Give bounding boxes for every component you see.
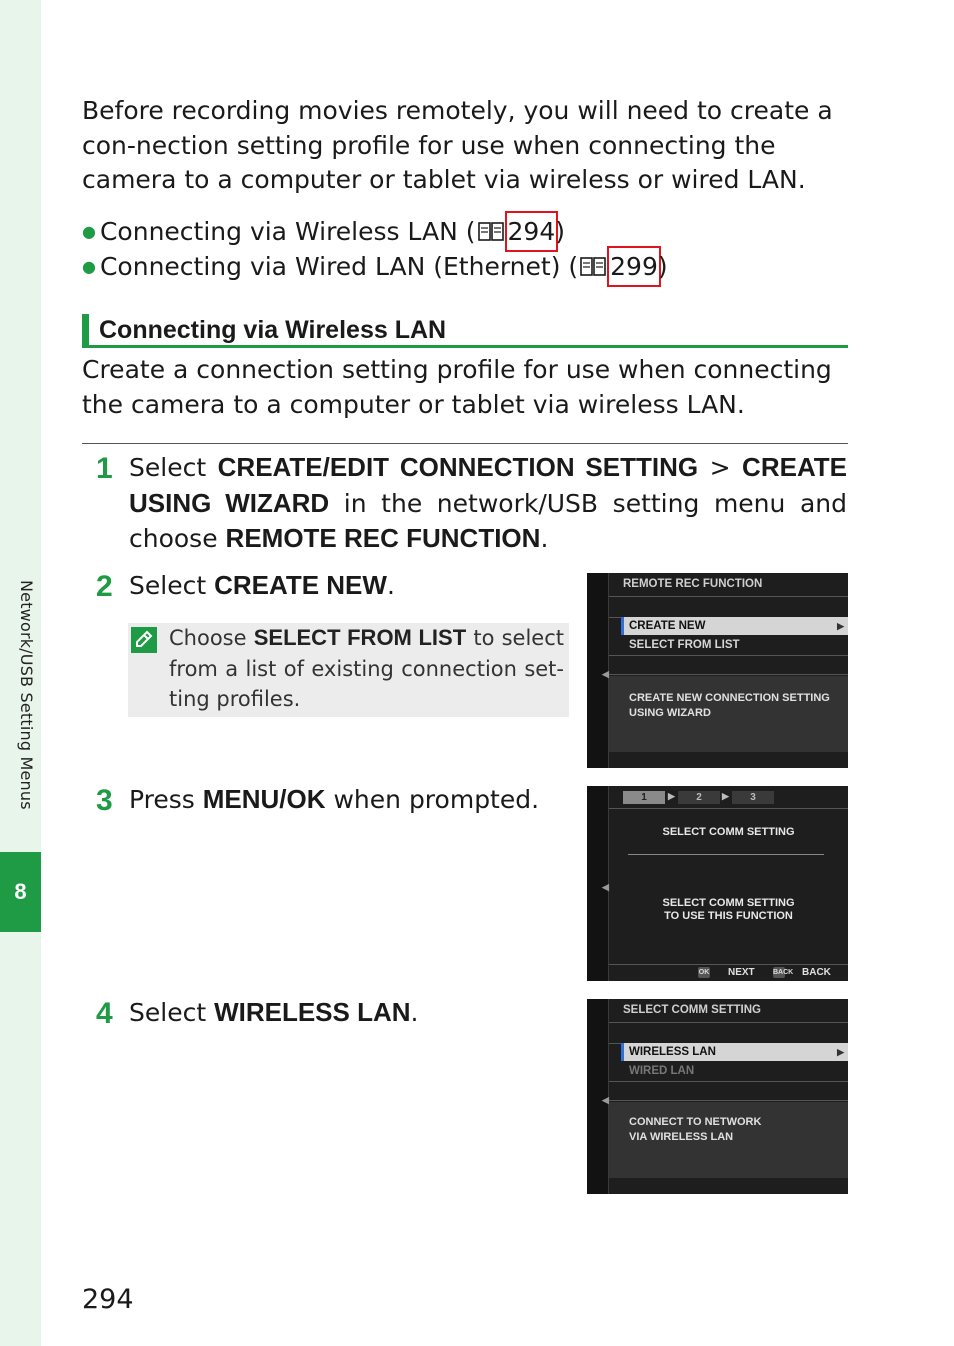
menu-item-wireless-lan[interactable]: WIRELESS LAN ▶ [621, 1043, 848, 1061]
note-box [128, 623, 569, 717]
chevron-right-icon: ▶ [668, 791, 675, 801]
menu-item-wired-lan[interactable]: WIRED LAN [629, 1065, 695, 1077]
page-link-299[interactable]: 299 [610, 249, 658, 284]
next-label[interactable]: NEXT [728, 967, 755, 978]
chevron-right-icon: ▶ [722, 791, 729, 801]
book-icon [478, 222, 504, 242]
note-icon [130, 626, 158, 654]
description-text: CONNECT TO NETWORK VIA WIRELESS LAN [629, 1116, 762, 1143]
menu-item-select-from-list[interactable]: SELECT FROM LIST [629, 639, 740, 651]
chevron-left-icon: ◀ [602, 1095, 609, 1105]
chevron-right-icon: ▶ [837, 1047, 844, 1057]
wizard-step-2: 2 [678, 791, 720, 804]
book-icon [580, 257, 606, 277]
section-label: Network/USB Setting Menus [17, 580, 36, 810]
sidebar [0, 0, 41, 1346]
chevron-right-icon: ▶ [837, 621, 844, 631]
step-number-1: 1 [96, 452, 113, 485]
description-text: CREATE NEW CONNECTION SETTING USING WIZARD [629, 692, 830, 719]
step-number-3: 3 [96, 784, 113, 817]
step-1-text: Select CREATE/EDIT CONNECTION SETTING > CREATE USING WIZARD in the network/USB setting menu and choose REMOTE REC FUNCTION. [129, 452, 848, 553]
camera-screen-wizard [587, 786, 848, 981]
description-box [609, 1102, 848, 1178]
step-number-2: 2 [96, 570, 113, 603]
wizard-heading: SELECT COMM SETTING [662, 826, 795, 838]
intro-paragraph: Before recording movies remotely, you will need to create a con-nection setting profile for use when connecting the camera to a computer or tablet via wireless or wired LAN. [82, 96, 833, 194]
page-number: 294 [82, 1284, 134, 1315]
back-label[interactable]: BACK [802, 967, 831, 978]
step-3-text: Press MENU/OK when prompted. [129, 784, 540, 814]
back-button-icon: BACK [773, 969, 794, 976]
step-4-text: Select WIRELESS LAN. [129, 997, 419, 1027]
ok-button-icon: OK [698, 969, 710, 976]
screen-title: SELECT COMM SETTING [623, 1004, 761, 1016]
wizard-step-1: 1 [623, 791, 665, 804]
wizard-message: SELECT COMM SETTING TO USE THIS FUNCTION [662, 897, 795, 922]
menu-item-create-new[interactable]: CREATE NEW ▶ [621, 617, 848, 635]
link-list [82, 214, 850, 284]
page-link-294[interactable]: 294 [508, 214, 556, 249]
bullet-icon: ● [82, 222, 96, 241]
description-box [609, 676, 848, 752]
divider [82, 443, 848, 444]
section-heading: Connecting via Wireless LAN [82, 314, 848, 348]
bullet-icon: ● [82, 257, 96, 276]
list-item: ● Connecting via Wired LAN (Ethernet) ( 299) [82, 249, 850, 284]
list-item: ● Connecting via Wireless LAN ( 294) [82, 214, 850, 249]
divider [628, 854, 824, 855]
chevron-left-icon: ◀ [602, 669, 609, 679]
chapter-tab[interactable]: 8 [0, 852, 41, 932]
screen-title: REMOTE REC FUNCTION [623, 578, 763, 590]
camera-screen-select-comm-setting [587, 999, 848, 1194]
wizard-step-3: 3 [732, 791, 774, 804]
step-2-text: Select CREATE NEW. [129, 570, 395, 600]
camera-screen-remote-rec-function [587, 573, 848, 768]
step-number-4: 4 [96, 997, 113, 1030]
section-description: Create a connection setting profile for use when connecting the camera to a computer or tablet via wireless LAN. [82, 355, 832, 419]
chevron-left-icon: ◀ [602, 882, 609, 892]
note-text: Choose SELECT FROM LIST to select from a list of existing connection set-ting profiles. [169, 625, 564, 711]
